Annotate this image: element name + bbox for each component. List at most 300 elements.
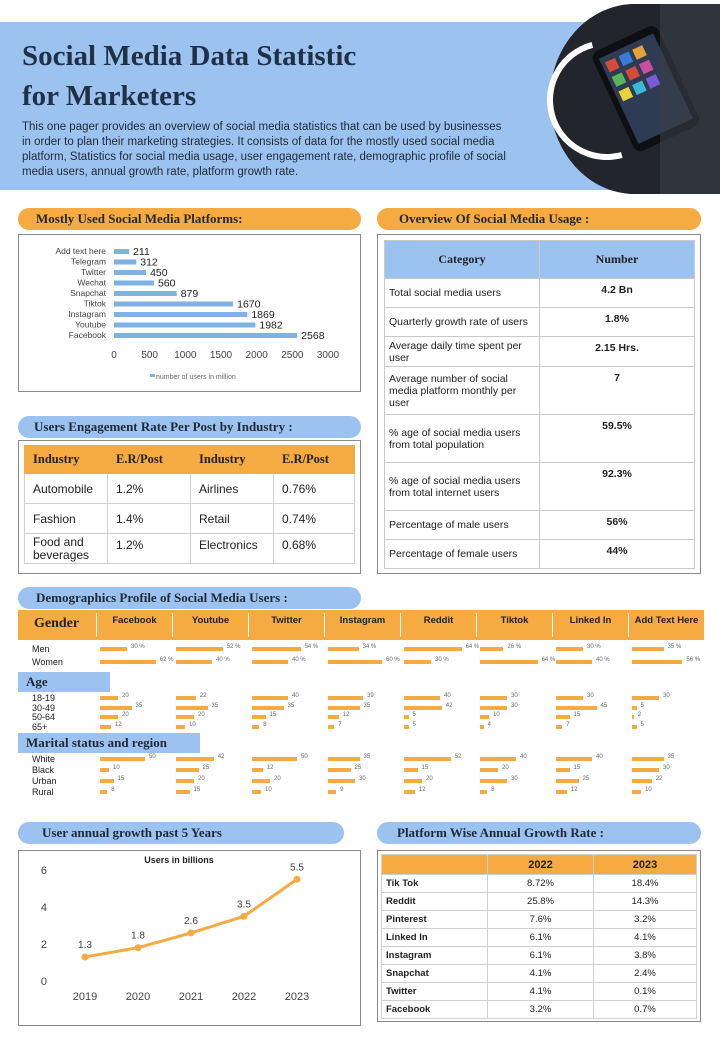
x-tick-label: 2000 bbox=[245, 350, 268, 361]
demographics-bar-value: 30 % bbox=[435, 657, 449, 663]
eng-cell: 0.74% bbox=[274, 504, 355, 534]
platform-name: Tik Tok bbox=[382, 875, 488, 893]
demographics-bar-value: 56 % bbox=[686, 657, 701, 663]
demographics-bar-value: 40 % bbox=[292, 657, 306, 663]
bar-value-label: 211 bbox=[133, 246, 150, 258]
demographics-bar-value: 39 bbox=[367, 693, 374, 699]
growth-value: 18.4% bbox=[594, 875, 697, 893]
demographics-bar bbox=[632, 706, 637, 710]
demographics-bar-value: 5 bbox=[640, 721, 644, 728]
line-point bbox=[241, 913, 248, 920]
platform-name: Pinterest bbox=[382, 911, 488, 929]
usage-cat: Average number of social media platform monthly per user bbox=[385, 367, 540, 415]
usage-cat: Percentage of male users bbox=[385, 511, 540, 540]
demographics-bar-value: 15 bbox=[193, 787, 201, 793]
demographics-bar bbox=[252, 660, 288, 664]
eng-header: E.R/Post bbox=[274, 446, 355, 474]
intro-text: This one pager provides an overview of social media statistics that can be used by businesses in order to plan their marketing strategies. It consists of data for the mostly used social media platform, Statistics for social media usage, user engagement rate, demographic profile of social media users, annual growth rate, platform growth rate. bbox=[22, 121, 506, 178]
demographics-bar bbox=[328, 725, 334, 729]
demographics-bar-value: 35 % bbox=[667, 644, 682, 650]
demographics-bar bbox=[404, 660, 431, 664]
table-row bbox=[382, 983, 697, 1001]
demographics-bar bbox=[176, 790, 190, 794]
platform-name: Twitter bbox=[382, 983, 488, 1001]
demographics-bar bbox=[176, 660, 212, 664]
demographics-bar bbox=[556, 715, 570, 719]
growth-header bbox=[382, 855, 488, 875]
bar bbox=[114, 270, 146, 275]
demographics-row-label: Men bbox=[32, 644, 50, 654]
demographics-bar-value: 12 bbox=[418, 787, 426, 793]
demographics-header-row bbox=[18, 610, 704, 640]
usage-cat: Average daily time spent per user bbox=[385, 337, 540, 367]
demographics-bar-value: 40 bbox=[596, 754, 603, 760]
demographics-bar bbox=[328, 696, 363, 700]
demographics-bar bbox=[176, 768, 199, 772]
demographics-bar-value: 35 bbox=[287, 702, 295, 709]
demographics-row-label: Rural bbox=[32, 787, 54, 797]
eng-cell: Electronics bbox=[191, 534, 274, 564]
demographics-bar-value: 30 bbox=[663, 765, 670, 771]
bar-value-label: 1869 bbox=[251, 309, 275, 321]
bar-value-label: 879 bbox=[180, 288, 199, 300]
demographics-bar-value: 4 bbox=[487, 721, 491, 728]
demographics-bar-value: 30 bbox=[511, 776, 518, 782]
table-row bbox=[382, 947, 697, 965]
bar bbox=[114, 323, 255, 328]
demographics-bar bbox=[252, 725, 259, 729]
growth-value: 0.1% bbox=[594, 983, 697, 1001]
demographics-bar-value: 35 bbox=[363, 754, 371, 760]
demographics-row-label: Women bbox=[32, 657, 63, 667]
line-point bbox=[82, 953, 89, 960]
demographics-bar-value: 22 bbox=[655, 776, 663, 782]
demographics-bar bbox=[480, 706, 507, 710]
eng-header: Industry bbox=[191, 446, 274, 474]
demographics-bar-value: 30 % bbox=[587, 644, 601, 650]
demographics-column-header: Twitter bbox=[248, 613, 324, 637]
demographics-bar-value: 64 % bbox=[465, 644, 480, 650]
demographics-column-header: Linked In bbox=[552, 613, 628, 637]
growth-value: 6.1% bbox=[488, 929, 594, 947]
demographics-bar bbox=[480, 725, 484, 729]
bar-category-label: Add text here bbox=[55, 246, 106, 256]
platform-name: Reddit bbox=[382, 893, 488, 911]
demographics-bar bbox=[328, 715, 339, 719]
demographics-bar-value: 15 bbox=[269, 712, 277, 718]
growth-value: 3.8% bbox=[594, 947, 697, 965]
demographics-bar-value: 20 bbox=[426, 776, 433, 782]
eng-cell: Airlines bbox=[191, 474, 274, 504]
demographics-bar-value: 30 % bbox=[131, 644, 145, 650]
age-label: Age bbox=[18, 672, 110, 692]
x-tick-label: 2500 bbox=[281, 350, 304, 361]
demographics-heading: Demographics Profile of Social Media Users : bbox=[18, 587, 361, 609]
demographics-bar bbox=[100, 647, 127, 651]
demographics-bar-value: 52 % bbox=[226, 644, 241, 650]
demographics-bar-value: 7 bbox=[566, 721, 570, 728]
demographics-bar-value: 62 % bbox=[159, 657, 174, 663]
demographics-bar-value: 40 bbox=[292, 693, 299, 699]
demographics-bar-value: 12 bbox=[342, 712, 350, 718]
demographics-row-label: 50-64 bbox=[32, 712, 56, 722]
growth-value: 8.72% bbox=[488, 875, 594, 893]
demographics-bar bbox=[404, 647, 462, 651]
demographics-row-label: 30-49 bbox=[32, 702, 56, 713]
platform-growth-table bbox=[381, 854, 697, 1019]
demographics-bar bbox=[556, 696, 583, 700]
demographics-column-header: Add Text Here bbox=[628, 613, 704, 637]
eng-header: E.R/Post bbox=[108, 446, 191, 474]
demographics-bar-value: 25 bbox=[202, 765, 210, 771]
demographics-bar bbox=[404, 725, 409, 729]
demographics-bar bbox=[252, 696, 288, 700]
demographics-bar-value: 35 bbox=[363, 702, 371, 709]
demographics-bar bbox=[556, 647, 583, 651]
growth-value: 3.2% bbox=[594, 911, 697, 929]
demographics-bar bbox=[404, 706, 442, 710]
demographics-bar-value: 40 bbox=[444, 693, 451, 699]
demographics-column-header: Tiktok bbox=[476, 613, 552, 637]
demographics-bar-value: 30 bbox=[511, 693, 518, 699]
demographics-bar-value: 8 bbox=[111, 787, 115, 793]
line-point bbox=[135, 944, 142, 951]
demographics-bar-value: 50 bbox=[301, 754, 308, 760]
bar bbox=[114, 312, 247, 317]
demographics-row-label: Urban bbox=[32, 776, 57, 786]
bar-value-label: 2568 bbox=[301, 330, 325, 342]
engagement-panel bbox=[18, 440, 361, 574]
growth-value: 25.8% bbox=[488, 893, 594, 911]
usage-num: 2.15 Hrs. bbox=[540, 337, 695, 367]
engagement-table bbox=[24, 445, 355, 564]
table-row bbox=[382, 1001, 697, 1019]
eng-cell: Retail bbox=[191, 504, 274, 534]
demographics-bar bbox=[100, 715, 118, 719]
x-tick-label: 1000 bbox=[174, 350, 197, 361]
demographics-bar bbox=[328, 768, 351, 772]
demographics-bar bbox=[404, 715, 409, 719]
engagement-heading: Users Engagement Rate Per Post by Industry : bbox=[18, 416, 361, 438]
demographics-bar-value: 20 bbox=[502, 765, 509, 771]
demographics-column-header: Reddit bbox=[400, 613, 476, 637]
platform-name: Snapchat bbox=[382, 965, 488, 983]
y-tick-label: 0 bbox=[40, 976, 47, 988]
demographics-bar bbox=[556, 725, 562, 729]
platform-name: Linked In bbox=[382, 929, 488, 947]
demographics-bar bbox=[556, 768, 570, 772]
bar-value-label: 312 bbox=[140, 256, 158, 269]
x-tick-label: 3000 bbox=[316, 350, 340, 361]
growth-value: 7.6% bbox=[488, 911, 594, 929]
table-row bbox=[382, 875, 697, 893]
demographics-row-label: White bbox=[32, 754, 56, 764]
demographics-bar-value: 35 bbox=[135, 702, 143, 709]
usage-num: 59.5% bbox=[540, 415, 695, 463]
demographics-bar bbox=[252, 768, 263, 772]
demographics-bar bbox=[556, 790, 567, 794]
line-value-label: 5.5 bbox=[290, 862, 304, 874]
demographics-bar bbox=[176, 706, 208, 710]
demographics-bar bbox=[176, 647, 223, 651]
eng-cell: Fashion bbox=[25, 504, 108, 534]
demographics-bar-value: 34 % bbox=[362, 644, 377, 650]
demographics-row-label: Black bbox=[32, 765, 55, 775]
demographics-bar-value: 9 bbox=[340, 787, 344, 793]
demographics-bar bbox=[176, 715, 194, 719]
demographics-bar-value: 42 bbox=[445, 702, 453, 709]
legend-swatch bbox=[150, 374, 155, 377]
x-tick-label: 2019 bbox=[72, 991, 98, 1003]
table-row bbox=[382, 911, 697, 929]
demographics-bar-value: 35 bbox=[667, 754, 675, 760]
demographics-bar bbox=[100, 790, 107, 794]
usage-num: 1.8% bbox=[540, 308, 695, 337]
bar bbox=[114, 302, 233, 307]
demographics-bar bbox=[100, 696, 118, 700]
growth-header: 2022 bbox=[488, 855, 594, 875]
demographics-bar-value: 64 % bbox=[541, 657, 556, 663]
demographics-bar-value: 10 bbox=[645, 787, 652, 793]
demographics-bar bbox=[176, 696, 196, 700]
eng-cell: 1.4% bbox=[108, 504, 191, 534]
gender-label: Gender bbox=[34, 616, 80, 631]
demographics-bar-value: 15 bbox=[421, 765, 429, 771]
demographics-bar bbox=[632, 790, 641, 794]
x-tick-label: 1500 bbox=[209, 350, 233, 361]
eng-cell: Automobile bbox=[25, 474, 108, 504]
eng-header: Industry bbox=[25, 446, 108, 474]
usage-num: 92.3% bbox=[540, 463, 695, 511]
demographics-bar bbox=[252, 706, 284, 710]
demographics-bar-value: 2 bbox=[637, 712, 642, 718]
demographics-bar bbox=[632, 696, 659, 700]
demographics-bar-value: 20 bbox=[274, 776, 281, 782]
demographics-bar bbox=[404, 757, 451, 761]
demographics-bar bbox=[404, 768, 418, 772]
platform-growth-panel bbox=[377, 850, 701, 1022]
demographics-bar-value: 12 bbox=[266, 765, 274, 771]
demographics-bar-value: 35 bbox=[211, 702, 219, 709]
bar bbox=[114, 249, 129, 254]
table-row bbox=[382, 929, 697, 947]
x-tick-label: 2023 bbox=[284, 991, 310, 1003]
bar bbox=[114, 333, 297, 338]
usage-num: 44% bbox=[540, 540, 695, 569]
demographics-bar bbox=[556, 779, 579, 783]
demographics-bar bbox=[480, 647, 503, 651]
line-point bbox=[188, 929, 195, 936]
demographics-bar bbox=[176, 725, 185, 729]
usage-num: 56% bbox=[540, 511, 695, 540]
bar-category-label: Twitter bbox=[80, 267, 106, 277]
demographics-bar bbox=[632, 768, 659, 772]
growth-value: 0.7% bbox=[594, 1001, 697, 1019]
demographics-bar-value: 15 bbox=[573, 765, 581, 771]
platform-growth-heading: Platform Wise Annual Growth Rate : bbox=[377, 822, 701, 844]
platform-name: Facebook bbox=[382, 1001, 488, 1019]
demographics-bar-value: 8 bbox=[491, 787, 495, 793]
bar-value-label: 450 bbox=[150, 267, 168, 279]
demographics-bar bbox=[100, 706, 132, 710]
usage-cat: % age of social media users from total internet users bbox=[385, 463, 540, 511]
demographics-bar-value: 20 bbox=[122, 693, 129, 699]
usage-num: 7 bbox=[540, 367, 695, 415]
bar-category-label: Facebook bbox=[68, 330, 106, 340]
bar-category-label: Tiktok bbox=[83, 298, 106, 309]
demographics-bar-value: 15 bbox=[117, 776, 125, 782]
demographics-bar-value: 30 bbox=[359, 776, 366, 782]
demographics-bar-value: 5 bbox=[412, 721, 416, 728]
page-title: Social Media Data Statistic for Marketers bbox=[22, 40, 357, 112]
usage-cat: Percentage of female users bbox=[385, 540, 540, 569]
platforms-chart-panel bbox=[18, 234, 361, 392]
demographics-bar-value: 20 bbox=[198, 776, 205, 782]
demographics-bar-value: 25 bbox=[582, 776, 590, 782]
x-tick-label: 2022 bbox=[231, 991, 257, 1003]
bar-category-label: Instagram bbox=[68, 309, 106, 319]
demographics-bar-value: 52 bbox=[454, 754, 462, 760]
demographics-bar-value: 40 % bbox=[216, 657, 230, 663]
demographics-bar-value: 25 bbox=[354, 765, 362, 771]
demographics-bar-value: 26 % bbox=[507, 644, 522, 650]
demographics-bar bbox=[480, 757, 516, 761]
line-value-label: 1.3 bbox=[78, 939, 92, 951]
demographics-bar bbox=[328, 647, 359, 651]
demographics-bar-value: 5 bbox=[640, 702, 644, 709]
legend-label: number of users in million bbox=[156, 374, 236, 381]
usage-col-category: Category bbox=[385, 241, 540, 279]
table-row bbox=[382, 893, 697, 911]
usage-panel bbox=[377, 234, 701, 574]
demographics-bar-value: 20 bbox=[122, 712, 129, 718]
demographics-bar-value: 10 bbox=[113, 765, 120, 771]
demographics-bar-value: 54 % bbox=[304, 644, 319, 650]
bar-category-label: Wechat bbox=[77, 277, 106, 288]
demographics-bar bbox=[632, 725, 637, 729]
line-point bbox=[294, 876, 301, 883]
demographics-column-header: Instagram bbox=[324, 613, 400, 637]
growth-value: 4.1% bbox=[488, 965, 594, 983]
usage-num: 4.2 Bn bbox=[540, 279, 695, 308]
y-tick-label: 4 bbox=[40, 902, 47, 914]
eng-cell: 0.76% bbox=[274, 474, 355, 504]
y-tick-label: 2 bbox=[40, 939, 47, 951]
eng-cell: 0.68% bbox=[274, 534, 355, 564]
demographics-bar bbox=[100, 757, 145, 761]
demographics-bar-value: 30 bbox=[663, 693, 670, 699]
growth-value: 2.4% bbox=[594, 965, 697, 983]
demographics-bar-value: 22 bbox=[199, 693, 207, 699]
growth-value: 3.2% bbox=[488, 1001, 594, 1019]
x-tick-label: 0 bbox=[111, 350, 117, 361]
bar bbox=[114, 260, 136, 265]
demographics-bar bbox=[328, 757, 360, 761]
demographics-bar bbox=[480, 660, 538, 664]
bar-category-label: Snapchat bbox=[70, 288, 106, 298]
demographics-bar bbox=[252, 757, 297, 761]
demographics-bar bbox=[100, 779, 114, 783]
growth-value: 14.3% bbox=[594, 893, 697, 911]
demographics-bar-value: 10 bbox=[493, 712, 500, 718]
demographics-bar bbox=[328, 660, 382, 664]
usage-cat: Total social media users bbox=[385, 279, 540, 308]
demographics-bar bbox=[100, 768, 109, 772]
demographics-bar-value: 8 bbox=[263, 721, 267, 728]
annual-growth-heading: User annual growth past 5 Years bbox=[18, 822, 344, 844]
usage-table bbox=[384, 240, 695, 569]
demographics-bar bbox=[556, 757, 592, 761]
demographics-bar-value: 45 bbox=[600, 702, 608, 709]
growth-value: 4.1% bbox=[594, 929, 697, 947]
demographics-bar bbox=[100, 660, 156, 664]
demographics-bar-value: 40 % bbox=[596, 657, 610, 663]
demographics-bar bbox=[328, 790, 336, 794]
demographics-bar-value: 30 bbox=[511, 702, 518, 709]
bar-value-label: 1670 bbox=[237, 298, 261, 311]
platforms-bar-chart bbox=[19, 235, 360, 391]
growth-header: 2023 bbox=[594, 855, 697, 875]
bar bbox=[114, 281, 154, 286]
bar-value-label: 560 bbox=[157, 277, 176, 290]
table-row bbox=[382, 965, 697, 983]
demographics-bar bbox=[328, 706, 360, 710]
annual-growth-line-chart bbox=[19, 851, 360, 1025]
demographics-bar-value: 15 bbox=[573, 712, 581, 718]
platforms-heading: Mostly Used Social Media Platforms: bbox=[18, 208, 361, 230]
demographics-bar-value: 42 bbox=[217, 754, 225, 760]
demographics-bar bbox=[632, 715, 634, 719]
x-tick-label: 2020 bbox=[125, 991, 151, 1003]
bar-category-label: Youtube bbox=[75, 319, 106, 330]
demographics-bar bbox=[480, 696, 507, 700]
demographics-bar bbox=[632, 757, 664, 761]
eng-cell: 1.2% bbox=[108, 474, 191, 504]
usage-heading: Overview Of Social Media Usage : bbox=[377, 208, 701, 230]
demographics-bar-value: 12 bbox=[570, 787, 578, 793]
demographics-body bbox=[18, 640, 704, 800]
marital-label: Marital status and region bbox=[18, 733, 200, 753]
demographics-bar-value: 40 bbox=[520, 754, 527, 760]
demographics-bar-value: 7 bbox=[338, 721, 342, 728]
demographics-bar bbox=[404, 790, 415, 794]
demographics-bar bbox=[480, 790, 487, 794]
bar-value-label: 1982 bbox=[259, 319, 283, 332]
demographics-bar bbox=[176, 779, 194, 783]
usage-cat: Quarterly growth rate of users bbox=[385, 308, 540, 337]
x-tick-label: 500 bbox=[141, 350, 159, 361]
demographics-bar bbox=[480, 715, 489, 719]
demographics-bar bbox=[556, 706, 597, 710]
growth-value: 6.1% bbox=[488, 947, 594, 965]
demographics-bar-value: 20 bbox=[198, 712, 205, 718]
demographics-bar bbox=[404, 779, 422, 783]
demographics-bar bbox=[328, 779, 355, 783]
demographics-bar-value: 50 bbox=[149, 754, 156, 760]
platform-name: Instagram bbox=[382, 947, 488, 965]
demographics-bar-value: 5 bbox=[412, 712, 416, 718]
demographics-bar bbox=[480, 768, 498, 772]
demographics-row-label: 18-19 bbox=[32, 693, 56, 703]
demographics-bar bbox=[100, 725, 111, 729]
demographics-bar bbox=[480, 779, 507, 783]
demographics-bar-value: 10 bbox=[189, 721, 196, 728]
line-value-label: 1.8 bbox=[131, 930, 145, 942]
bar bbox=[114, 291, 177, 296]
bar-category-label: Telegram bbox=[71, 256, 106, 267]
usage-cat: % age of social media users from total population bbox=[385, 415, 540, 463]
demographics-bar bbox=[252, 715, 266, 719]
